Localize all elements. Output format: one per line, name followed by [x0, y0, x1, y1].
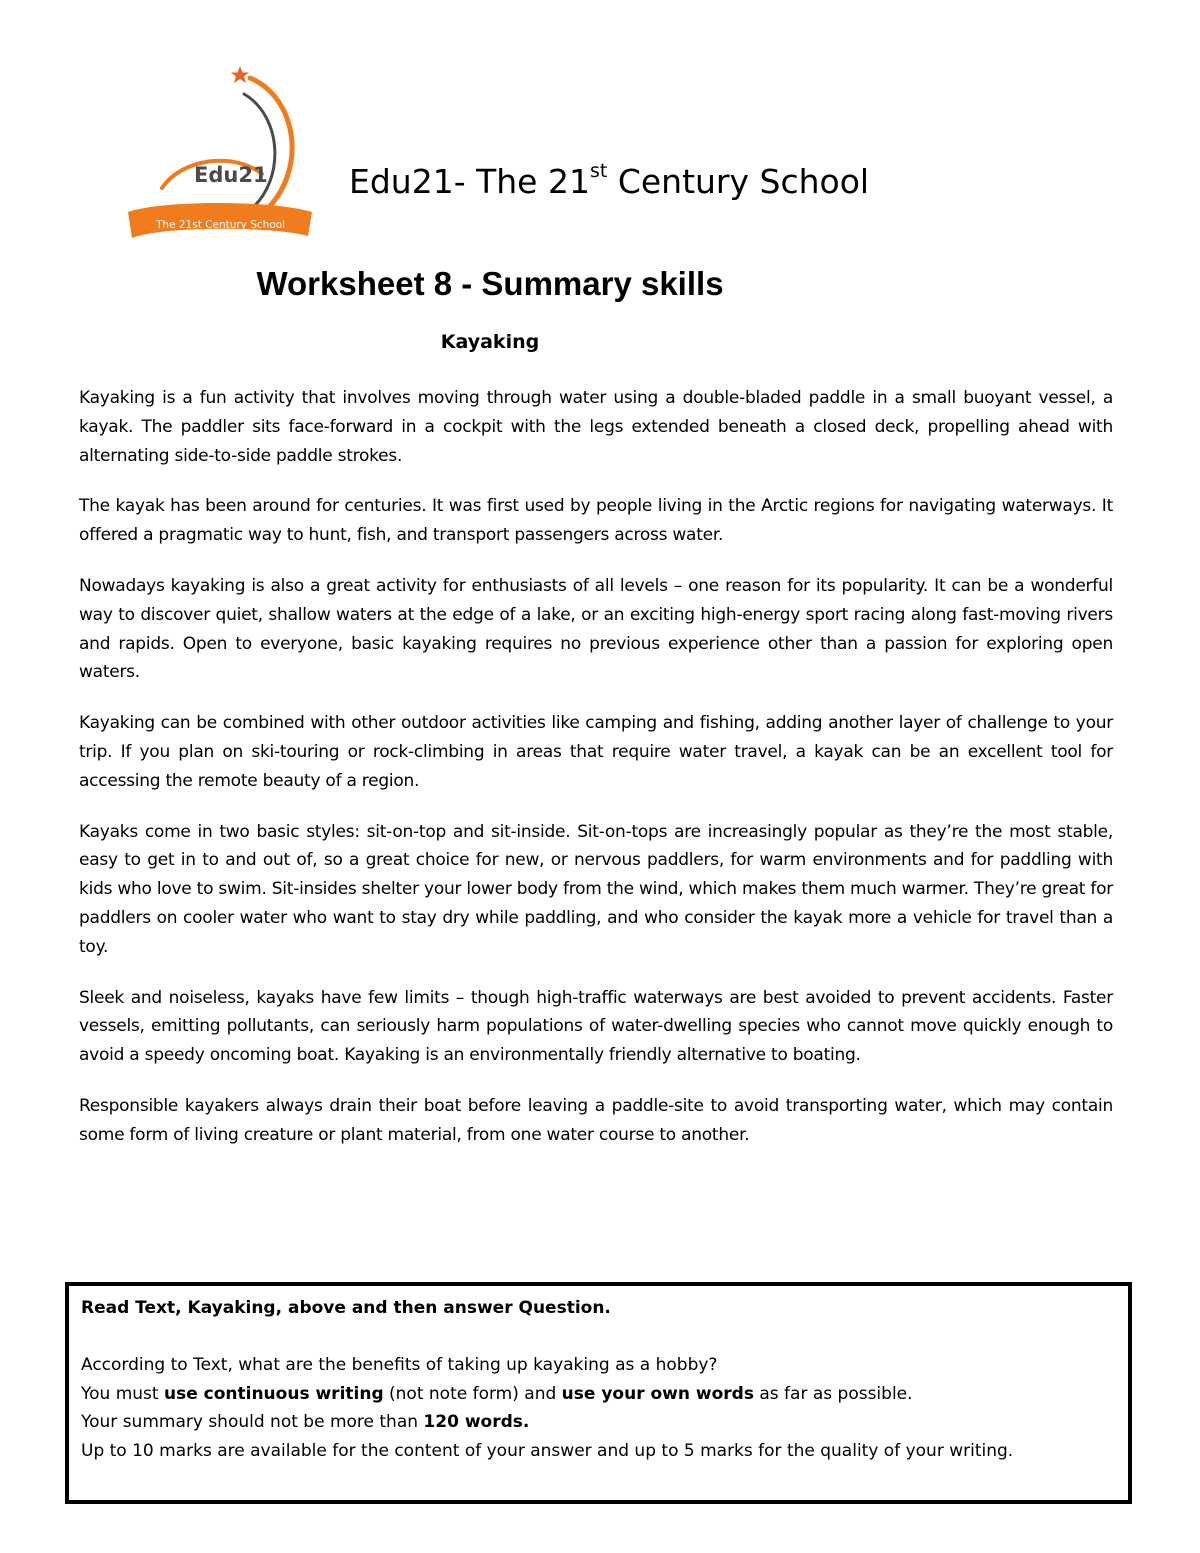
paragraph: Kayaking is a fun activity that involves moving through water using a double-bladed paddle in a small buoyant vessel, a kayak. The paddler sits face-forward in a cockpit with the legs extended beneath a closed deck, propelling ahead with alternating side-to-side paddle strokes.: [79, 388, 1113, 466]
task-instruction-3: Up to 10 marks are available for the content of your answer and up to 5 marks for the quality of your writing.: [81, 1441, 1014, 1462]
passage-title: Kayaking: [440, 331, 540, 353]
passage-body: [79, 384, 1113, 1172]
logo-star-icon: [231, 66, 249, 83]
task-instruction-1: [81, 1380, 1116, 1409]
paragraph: Responsible kayakers always drain their boat before leaving a paddle-site to avoid transporting water, which may contain some form of living creature or plant material, from one water course to another.: [79, 1095, 1113, 1145]
school-name-sup: st: [589, 160, 608, 182]
task-text: Your summary should not be more than: [81, 1412, 424, 1433]
task-question: According to Text, what are the benefits of taking up kayaking as a hobby?: [81, 1354, 718, 1375]
logo-orbit-inner: [244, 94, 275, 210]
logo-orbit-outer: [250, 78, 292, 212]
school-name: [349, 162, 869, 201]
task-emphasis: use continuous writing: [163, 1383, 384, 1404]
worksheet-title: Worksheet 8 - Summary skills: [256, 265, 724, 302]
task-text: You must: [81, 1383, 164, 1404]
task-emphasis: use your own words: [561, 1383, 754, 1404]
school-name-prefix: Edu21- The 21: [349, 162, 590, 201]
paragraph: Nowadays kayaking is also a great activity for enthusiasts of all levels – one reason for its popularity. It can be a wonderful way to discover quiet, shallow waters at the edge of a lake, or an exciting high-energy sport racing along fast-moving rivers and rapids. Open to everyone, basic kayaking requires no previous experience other than a passion for exploring open waters.: [79, 575, 1113, 683]
logo-text: Edu21: [194, 163, 268, 187]
paragraph: The kayak has been around for centuries. It was first used by people living in the Arctic regions for navigating waterways. It offered a pragmatic way to hunt, fish, and transport passengers across water.: [79, 496, 1113, 546]
task-emphasis: 120 words.: [423, 1412, 530, 1433]
task-text: as far as possible.: [753, 1383, 913, 1404]
task-instruction-2: [81, 1408, 1116, 1437]
paragraph: Kayaks come in two basic styles: sit-on-top and sit-inside. Sit-on-tops are increasingly popular as they’re the most stable, easy to get in to and out of, so a great choice for new, or nervous paddlers, for warm environments and for paddling with kids who love to swim. Sit-insides shelter your lower body from the wind, which makes them much warmer. They’re great for paddlers on cooler water who want to stay dry while paddling, and who consider the kayak more a vehicle for travel than a toy.: [79, 821, 1113, 957]
task-box: [65, 1282, 1132, 1504]
school-logo: [122, 60, 317, 255]
task-text: (not note form) and: [383, 1383, 562, 1404]
paragraph: Kayaking can be combined with other outdoor activities like camping and fishing, adding another layer of challenge to your trip. If you plan on ski-touring or rock-climbing in areas that require water travel, a kayak can be an excellent tool for accessing the remote beauty of a region.: [79, 713, 1113, 791]
school-name-suffix: Century School: [607, 162, 870, 201]
task-heading: Read Text, Kayaking, above and then answer Question.: [81, 1298, 611, 1318]
logo-subtext: The 21st Century School: [156, 219, 286, 231]
paragraph: Sleek and noiseless, kayaks have few limits – though high-traffic waterways are best avoided to prevent accidents. Faster vessels, emitting pollutants, can seriously harm populations of water-dwelling species who cannot move quickly enough to avoid a speedy oncoming boat. Kayaking is an environmentally friendly alternative to boating.: [79, 987, 1113, 1066]
